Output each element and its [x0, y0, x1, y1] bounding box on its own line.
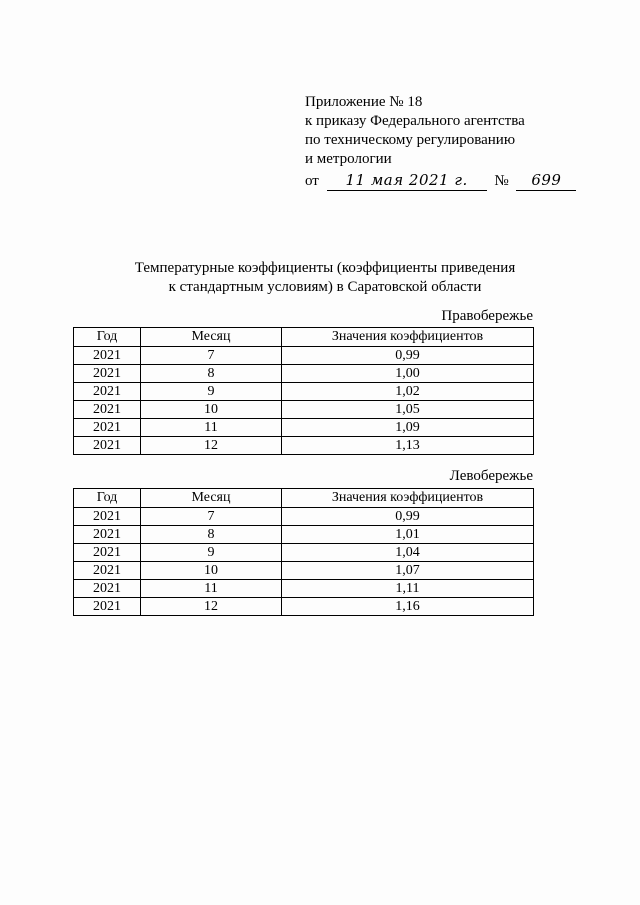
cell-year: 2021	[74, 580, 141, 598]
cell-year: 2021	[74, 365, 141, 383]
cell-value: 1,13	[282, 437, 534, 455]
table-row	[74, 401, 534, 419]
cell-month: 8	[141, 526, 282, 544]
cell-month: 7	[141, 508, 282, 526]
cell-value: 1,07	[282, 562, 534, 580]
header-month: Месяц	[141, 328, 282, 347]
document-title	[100, 259, 550, 297]
cell-month: 10	[141, 562, 282, 580]
cell-month: 8	[141, 365, 282, 383]
cell-year: 2021	[74, 598, 141, 616]
cell-month: 7	[141, 347, 282, 365]
from-label: от	[305, 173, 319, 189]
cell-year: 2021	[74, 401, 141, 419]
title-line-2: к стандартным условиям) в Саратовской области	[168, 279, 482, 295]
number-label: №	[494, 173, 509, 189]
cell-value: 0,99	[282, 508, 534, 526]
handwritten-date: 11 мая 2021 г.	[327, 171, 487, 191]
cell-year: 2021	[74, 347, 141, 365]
coefficients-table-left-bank	[73, 488, 534, 616]
region-label-left-bank: Левобережье	[449, 468, 533, 484]
table-row	[74, 347, 534, 365]
cell-year: 2021	[74, 419, 141, 437]
cell-month: 11	[141, 419, 282, 437]
table-row	[74, 383, 534, 401]
cell-value: 1,00	[282, 365, 534, 383]
table-row	[74, 526, 534, 544]
header-year: Год	[74, 328, 141, 347]
cell-year: 2021	[74, 508, 141, 526]
table-row	[74, 508, 534, 526]
cell-value: 1,11	[282, 580, 534, 598]
cell-value: 0,99	[282, 347, 534, 365]
cell-value: 1,05	[282, 401, 534, 419]
cell-year: 2021	[74, 526, 141, 544]
cell-value: 1,04	[282, 544, 534, 562]
cell-year: 2021	[74, 544, 141, 562]
header-year: Год	[74, 489, 141, 508]
appendix-number: Приложение № 18	[305, 94, 423, 110]
cell-value: 1,16	[282, 598, 534, 616]
cell-year: 2021	[74, 383, 141, 401]
appendix-header	[305, 93, 605, 193]
cell-year: 2021	[74, 437, 141, 455]
region-label-right-bank: Правобережье	[441, 308, 533, 324]
header-values: Значения коэффициентов	[282, 489, 534, 508]
table-header-row	[74, 328, 534, 347]
coefficients-table-right-bank	[73, 327, 534, 455]
cell-value: 1,09	[282, 419, 534, 437]
table-row	[74, 437, 534, 455]
cell-month: 11	[141, 580, 282, 598]
table-row	[74, 580, 534, 598]
appendix-order-ref: к приказу Федерального агентства	[305, 113, 525, 129]
cell-value: 1,01	[282, 526, 534, 544]
cell-year: 2021	[74, 562, 141, 580]
cell-value: 1,02	[282, 383, 534, 401]
table-header-row	[74, 489, 534, 508]
header-month: Месяц	[141, 489, 282, 508]
appendix-agency-line-2: и метрологии	[305, 151, 392, 167]
handwritten-number: 699	[516, 171, 576, 191]
table-row	[74, 419, 534, 437]
title-line-1: Температурные коэффициенты (коэффициенты приведения	[134, 260, 516, 276]
cell-month: 9	[141, 544, 282, 562]
appendix-agency-line: по техническому регулированию	[305, 132, 516, 148]
header-values: Значения коэффициентов	[282, 328, 534, 347]
table-row	[74, 544, 534, 562]
cell-month: 12	[141, 598, 282, 616]
cell-month: 9	[141, 383, 282, 401]
order-date-line	[305, 171, 605, 193]
table-row	[74, 598, 534, 616]
table-row	[74, 365, 534, 383]
table-row	[74, 562, 534, 580]
cell-month: 12	[141, 437, 282, 455]
cell-month: 10	[141, 401, 282, 419]
